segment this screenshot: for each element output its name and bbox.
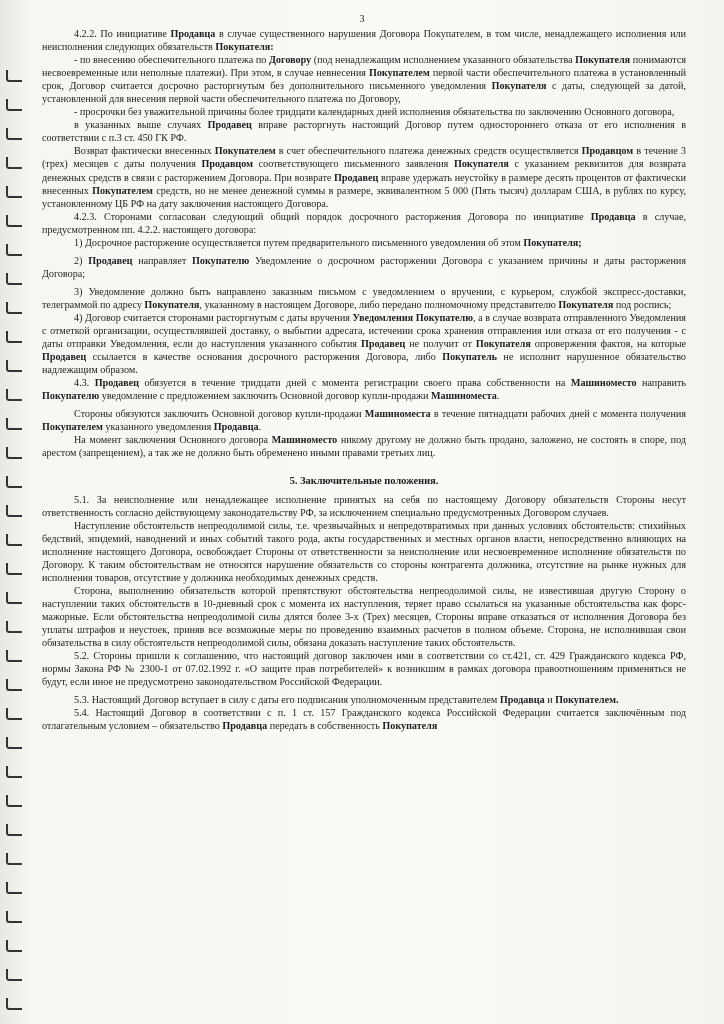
- binding-ring: [6, 331, 22, 343]
- paragraph-step-1: 1) Досрочное расторжение осуществляется путем предварительного письменного уведомления об этом Покупателя;: [74, 237, 582, 249]
- binding-ring: [6, 679, 22, 691]
- binding-ring: [6, 157, 22, 169]
- binding-ring: [6, 99, 22, 111]
- binding-ring: [6, 273, 22, 285]
- binding-ring: [6, 534, 22, 546]
- binding-ring: [6, 244, 22, 256]
- binding-ring: [6, 853, 22, 865]
- binding-ring: [6, 969, 22, 981]
- paragraph-force-majeure: Наступление обстоятельств непреодолимой силы, т.е. чрезвычайных и непредотвратимых при данных условиях обстоятельств: стихийных бедствий, эпидемий, наводнений и иных событий такого рода, акты государственных и местных органов власти, непосредственно влияющих на исполнение настоящего Договора, освобождает Стороны от ответственности за неисполнение или несвоевременное исполнение обязательств по Договору. К таким обстоятельствам не относятся нарушение обязательств со стороны контрагента должника, отсутствие на рынке нужных для исполнения товаров, отсутствие у должника необходимых денежных средств.: [42, 520, 686, 584]
- paragraph-main-contract: Стороны обязуются заключить Основной договор купли-продажи Машиноместа в течение пятнадцати рабочих дней с момента получения Покупателем указанного уведомления Продавца.: [42, 409, 686, 434]
- binding-ring: [6, 621, 22, 633]
- paragraph-5-1: 5.1. За неисполнение или ненадлежащее исполнение принятых на себя по настоящему Договору обязательств Стороны несут ответственность согласно действующему законодательству РФ, за исключением специально предусмотренных Договором случаев.: [42, 494, 686, 519]
- spiral-binding: [0, 0, 26, 1024]
- binding-ring: [6, 708, 22, 720]
- paragraph-4-3: 4.3. Продавец обязуется в течение тридцати дней с момента регистрации своего права собственности на Машиноместо направить Покупателю уведомление с предложением заключить Основной договор купли-продажи Машиноместа.: [42, 378, 687, 403]
- binding-ring: [6, 940, 22, 952]
- paragraph-termination-right: в указанных выше случаях Продавец вправе расторгнуть настоящий Договор путем одностороннего отказа от его исполнения в соответствии с п.3 ст. 450 ГК РФ.: [42, 120, 686, 145]
- binding-ring: [6, 766, 22, 778]
- binding-ring: [6, 302, 22, 314]
- binding-ring: [6, 737, 22, 749]
- binding-ring: [6, 505, 22, 517]
- page-number: 3: [359, 14, 365, 25]
- paragraph-5-3: 5.3. Настоящий Договор вступает в силу с даты его подписания уполномоченным представителем Продавца и Покупателем.: [74, 695, 619, 707]
- section-5-title: 5. Заключительные положения.: [289, 475, 439, 487]
- binding-ring: [6, 882, 22, 894]
- binding-ring: [6, 650, 22, 662]
- binding-ring: [6, 824, 22, 836]
- binding-ring: [6, 447, 22, 459]
- paragraph-step-4: 4) Договор считается сторонами расторгнутым с даты вручения Уведомления Покупателю, а в случае возврата отправленного Уведомления с отметкой организации, осуществлявшей доставку, о выбытии адресата, истечении срока хранения отправления или отказа от его получения - с даты отправки Уведомления, если до наступления указанного события Продавец не получит от Покупателя опровержения фактов, на которые Продавец ссылается в качестве основания досрочного расторжения Договора, либо Покупатель не исполнит нарушенное обязательство надлежащим образом.: [42, 312, 686, 377]
- paragraph-encumbrance: На момент заключения Основного договора Машиноместо никому другому не должно быть продано, заложено, не состоять в споре, под арестом (запрещением), а так же не должно быть обременено иными правами третьих лиц.: [42, 435, 686, 460]
- paragraph-4-2-3: 4.2.3. Сторонами согласован следующий общий порядок досрочного расторжения Договора по инициативе Продавца в случае, предусмотренном пп. 4.2.2. настоящего договора:: [42, 211, 686, 236]
- binding-ring: [6, 128, 22, 140]
- binding-ring: [6, 476, 22, 488]
- binding-ring: [6, 389, 22, 401]
- paragraph-refund: Возврат фактически внесенных Покупателем в счет обеспечительного платежа денежных средств осуществляется Продавцом в течение 3 (трех) месяцев с даты получения Продавцом соответствующего письменного заявления Покупателя с указанием реквизитов для возврата денежных средств в связи с расторжением Договора. При возврате Продавец вправе удержать неустойку в размере десять процентов от фактически внесенных Покупателем средств, но не менее денежной суммы в размере, эквивалентном 5 000 (Пять тысяч) долларам США, в рублях по курсу, установленному ЦБ РФ на дату заключения настоящего Договора.: [42, 146, 686, 210]
- binding-ring: [6, 795, 22, 807]
- binding-ring: [6, 186, 22, 198]
- paragraph-5-4: 5.4. Настоящий Договор в соответствии с п. 1 ст. 157 Гражданского кодекса Российской Федерации считается заключённым под отлагательным условием – обязательство Продавца передать в собственность Покупателя: [42, 708, 686, 733]
- binding-ring: [6, 998, 22, 1010]
- paragraph-5-2: 5.2. Стороны пришли к соглашению, что настоящий договор заключен ими в соответствии со ст.421, ст. 429 Гражданского кодекса РФ, нормы Закона РФ № 2300-1 от 07.02.1992 г. «О защите прав потребителей» к возникшим в рамках договора правоотношениям применяться не будут, если иное не предусмотрено законодательством Российской Федерации.: [42, 651, 686, 689]
- paragraph-step-3: 3) Уведомление должно быть направлено заказным письмом с уведомлением о вручении, с курьером, службой экспресс-доставки, телеграммой по адресу Покупателя, указанному в настоящем Договоре, либо передано полномочному представителю Покупателя под роспись;: [42, 286, 686, 311]
- binding-ring: [6, 911, 22, 923]
- paragraph-step-2: 2) Продавец направляет Покупателю Уведомление о досрочном расторжении Договора с указанием причины и даты расторжения Договора;: [42, 255, 687, 280]
- binding-ring: [6, 70, 22, 82]
- paragraph-payment-obligation: - по внесению обеспечительного платежа по Договору (под ненадлежащим исполнением указанного обязательства Покупателя понимаются несвоевременные или неполные платежи). При этом, в случае невнесения Покупателем первой части обеспечительного платежа в установленный срок, Договор считается досрочно расторгнутым без дополнительного письменного уведомления Покупателя с даты, следующей за датой, установленной для внесения первой части обеспечительного платежа по Договору,: [42, 55, 687, 106]
- paragraph-force-majeure-notice: Сторона, выполнению обязательств которой препятствуют обстоятельства непреодолимой силы, не известившая другую Сторону о наступлении таких обстоятельств в 10-дневный срок с момента их наступления, теряет право ссылаться на указанные обстоятельства как форс-мажорные. Если обстоятельства непреодолимой силы длятся более 3-х (Трех) месяцев, Стороны вправе отказаться от исполнения Договора без уплаты штрафов и неустоек, приняв все возможные меры по проведению взаимных расчетов в полном объеме. Сторона, не исполнившая свои обязательства в силу обстоятельств непреодолимой силы, обязана доказать наступление таких обстоятельств.: [42, 585, 686, 650]
- binding-ring: [6, 418, 22, 430]
- document-body: [42, 28, 686, 733]
- binding-ring: [6, 592, 22, 604]
- paragraph-delay: - просрочки без уважительной причины более тридцати календарных дней исполнения обязательства по заключению Основного договора,: [74, 107, 675, 119]
- paragraph-4-2-2: 4.2.2. По инициативе Продавца в случае существенного нарушения Договора Покупателем, в том числе, ненадлежащего исполнения или неисполнения следующих обязательств Покупателя:: [42, 29, 687, 54]
- binding-ring: [6, 563, 22, 575]
- binding-ring: [6, 360, 22, 372]
- binding-ring: [6, 215, 22, 227]
